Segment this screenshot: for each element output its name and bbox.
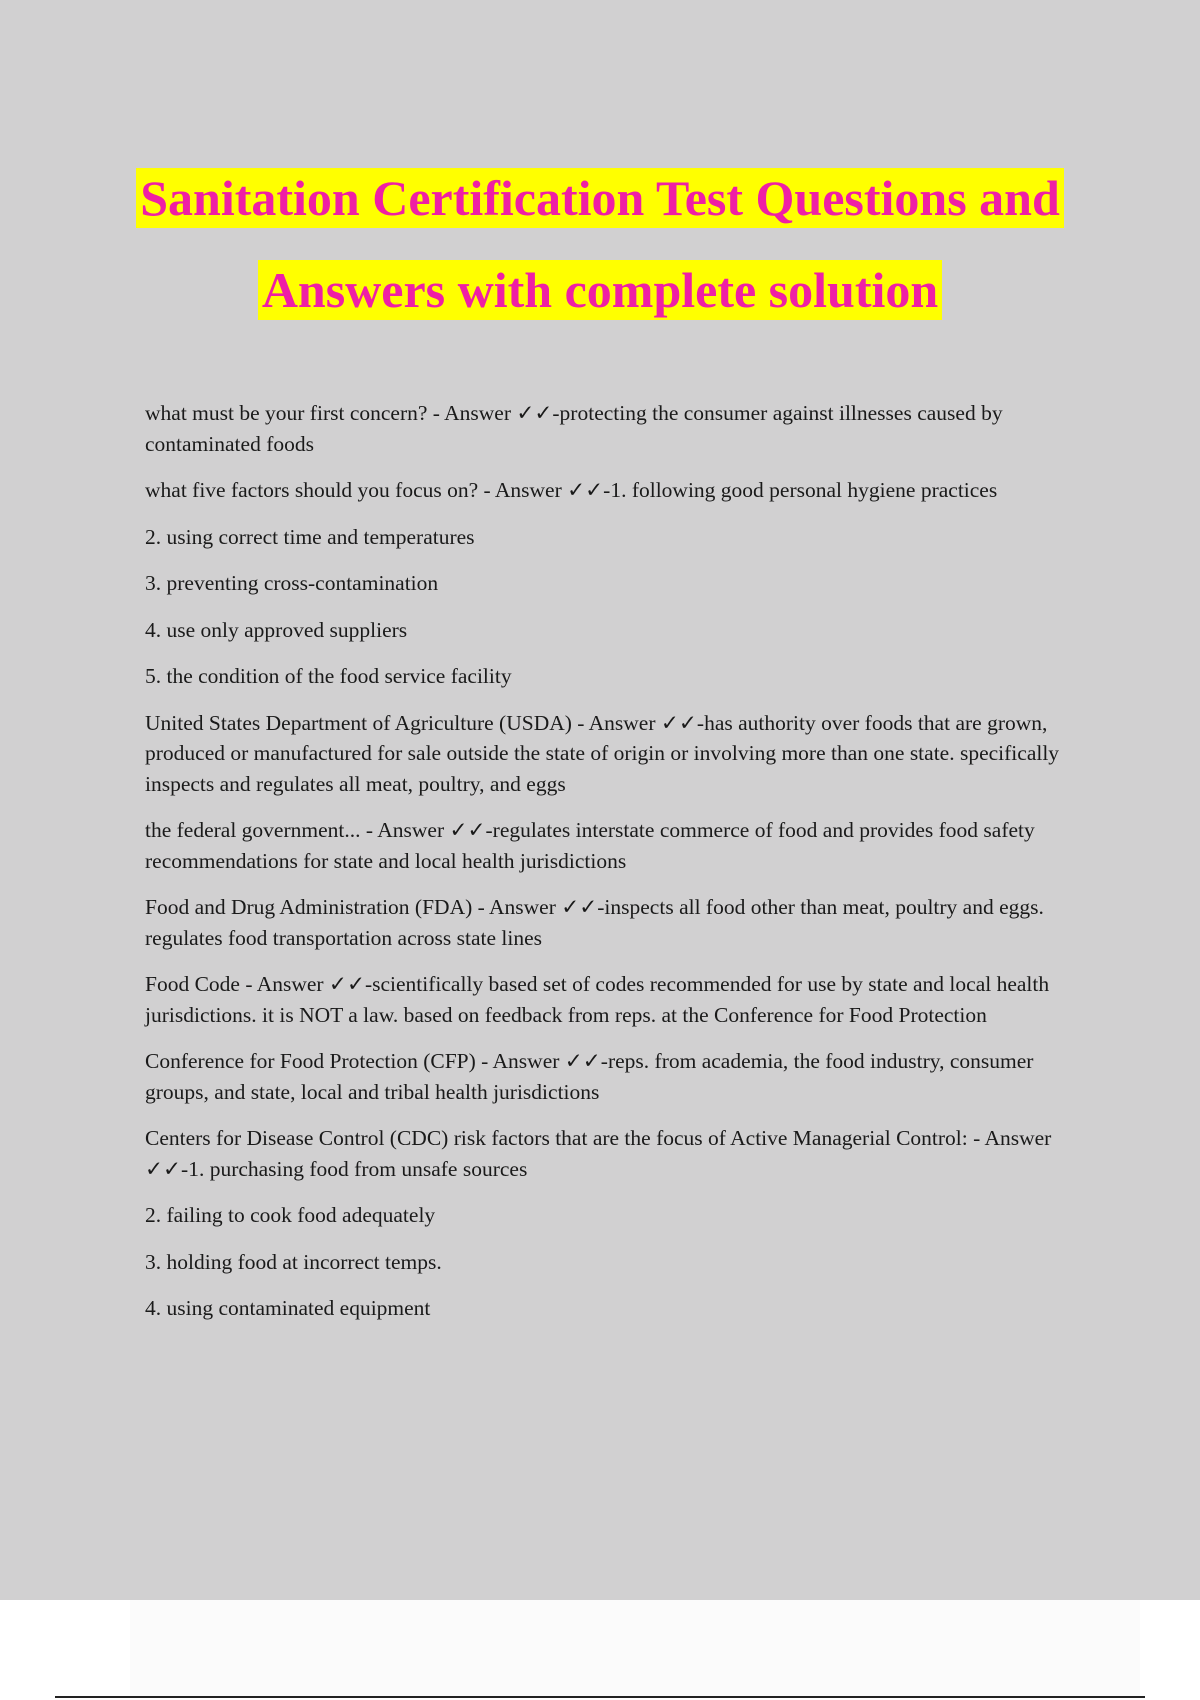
qa-entry: Food and Drug Administration (FDA) - Answer ✓✓-inspects all food other than meat, poultry and eggs. regulates food transportation across state lines: [145, 895, 1044, 950]
title-line-2: Answers with complete solution: [258, 260, 942, 320]
qa-entry: United States Department of Agriculture (USDA) - Answer ✓✓-has authority over foods that are grown, produced or manufactured for sale outside the state of origin or involving more than one state. specifically inspects and regulates all meat, poultry, and eggs: [145, 710, 1060, 796]
list-item: 3. preventing cross-contamination: [145, 571, 439, 595]
qa-entry: Food Code - Answer ✓✓-scientifically based set of codes recommended for use by state and local health jurisdictions. it is NOT a law. based on feedback from reps. at the Conference for Food Protection: [145, 972, 1050, 1027]
qa-entry: what must be your first concern? - Answer ✓✓-protecting the consumer against illnesses caused by contaminated foods: [145, 401, 1003, 456]
qa-entry: Conference for Food Protection (CFP) - Answer ✓✓-reps. from academia, the food industry, consumer groups, and state, local and tribal health jurisdictions: [145, 1049, 1034, 1104]
list-item: 4. using contaminated equipment: [145, 1296, 431, 1320]
divider: [55, 1696, 1145, 1698]
qa-entry: what five factors should you focus on? - Answer ✓✓-1. following good personal hygiene practices: [145, 478, 998, 502]
list-item: 4. use only approved suppliers: [145, 617, 408, 642]
list-item: 3. holding food at incorrect temps.: [145, 1249, 442, 1274]
next-page-preview: [130, 1600, 1140, 1696]
qa-entry: the federal government... - Answer ✓✓-regulates interstate commerce of food and provides food safety recommendations for state and local health jurisdictions: [145, 818, 1035, 873]
list-item: 2. using correct time and temperatures: [145, 524, 475, 549]
qa-content: [145, 398, 1095, 1340]
page-footer-area: [0, 1600, 1200, 1700]
qa-entry: Centers for Disease Control (CDC) risk factors that are the focus of Active Managerial Control: - Answer ✓✓-1. purchasing food from unsafe sources: [145, 1126, 1052, 1181]
title-line-1: Sanitation Certification Test Questions and: [136, 168, 1064, 228]
list-item: 2. failing to cook food adequately: [145, 1203, 436, 1227]
list-item: 5. the condition of the food service facility: [145, 664, 512, 688]
document-title: [0, 168, 1200, 320]
